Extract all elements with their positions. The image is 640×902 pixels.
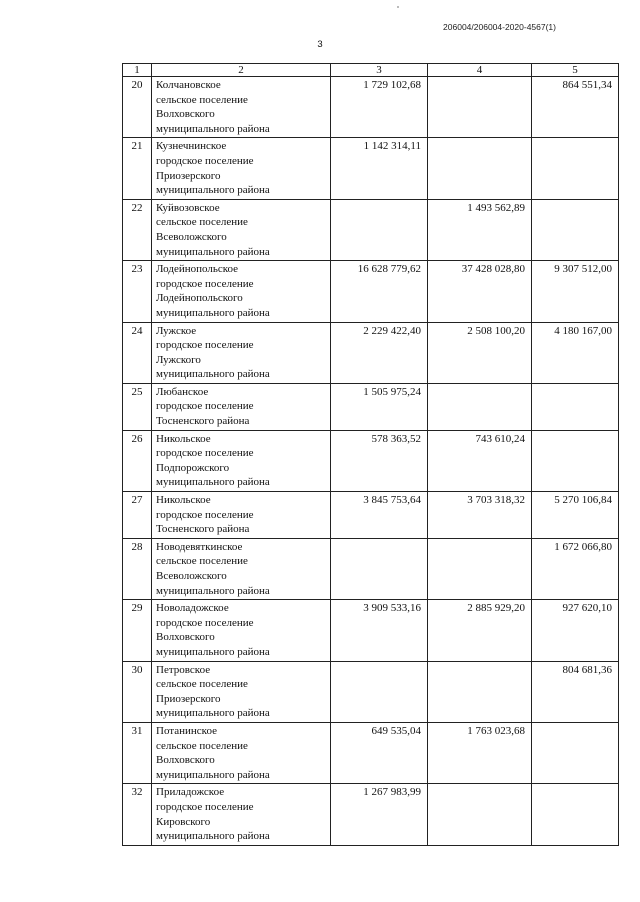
- settlement-name-line: городское поселение: [156, 277, 254, 290]
- amount-c5: 1 672 066,80: [532, 538, 619, 599]
- document-id: 206004/206004-2020-4567(1): [443, 22, 556, 32]
- table-row: [123, 492, 619, 539]
- settlement-name: [152, 199, 331, 260]
- amount-c5: [532, 199, 619, 260]
- settlement-name-line: муниципального района: [156, 476, 270, 489]
- settlement-name-line: городское поселение: [156, 616, 254, 629]
- row-number: 32: [123, 784, 152, 845]
- row-number: 29: [123, 600, 152, 661]
- settlement-name-line: сельское поселение: [156, 93, 248, 106]
- settlement-name: [152, 138, 331, 199]
- settlement-name-line: Лужское: [156, 324, 197, 337]
- settlement-name-line: Любанское: [156, 385, 209, 398]
- settlement-name-line: муниципального района: [156, 830, 270, 843]
- settlement-name-line: городское поселение: [156, 800, 254, 813]
- settlement-name-line: муниципального района: [156, 707, 270, 720]
- settlement-name-line: муниципального района: [156, 768, 270, 781]
- amount-c4: [428, 383, 532, 430]
- settlement-name-line: муниципального района: [156, 245, 270, 258]
- settlement-name-line: Потанинское: [156, 724, 217, 737]
- table-row: [123, 600, 619, 661]
- settlement-name-line: Кузнечнинское: [156, 140, 227, 153]
- column-header: 2: [152, 64, 331, 77]
- amount-c3: 1 729 102,68: [331, 77, 428, 138]
- table-row: [123, 538, 619, 599]
- settlement-name-line: сельское поселение: [156, 739, 248, 752]
- settlement-name-line: городское поселение: [156, 339, 254, 352]
- settlement-name-line: Волховского: [156, 754, 215, 767]
- table-row: [123, 722, 619, 783]
- settlement-name: [152, 784, 331, 845]
- amount-c3: 3 909 533,16: [331, 600, 428, 661]
- settlement-name: [152, 261, 331, 322]
- table-row: [123, 383, 619, 430]
- amount-c3: 578 363,52: [331, 430, 428, 491]
- settlement-name-line: городское поселение: [156, 447, 254, 460]
- amount-c3: 1 142 314,11: [331, 138, 428, 199]
- amount-c4: [428, 138, 532, 199]
- amount-c5: [532, 430, 619, 491]
- row-number: 26: [123, 430, 152, 491]
- amount-c4: [428, 784, 532, 845]
- settlement-name: [152, 538, 331, 599]
- settlement-name-line: муниципального района: [156, 184, 270, 197]
- settlement-name-line: Колчановское: [156, 79, 221, 91]
- table-row: [123, 661, 619, 722]
- settlement-name: [152, 77, 331, 138]
- amount-c3: 16 628 779,62: [331, 261, 428, 322]
- settlement-name-line: муниципального района: [156, 645, 270, 658]
- settlement-name-line: Петровское: [156, 663, 211, 676]
- settlement-name-line: Приозерского: [156, 169, 221, 182]
- settlement-name-line: муниципального района: [156, 584, 270, 597]
- column-header: 4: [428, 64, 532, 77]
- row-number: 22: [123, 199, 152, 260]
- table-row: [123, 322, 619, 383]
- settlement-name-line: Лодейнопольское: [156, 263, 239, 276]
- settlement-name: [152, 661, 331, 722]
- column-header: 3: [331, 64, 428, 77]
- scan-speck: [397, 6, 399, 8]
- table-row: [123, 430, 619, 491]
- settlement-name: [152, 600, 331, 661]
- amount-c3: [331, 199, 428, 260]
- row-number: 28: [123, 538, 152, 599]
- settlement-name: [152, 430, 331, 491]
- settlement-name-line: Новодевяткинское: [156, 540, 243, 553]
- settlement-name-line: Волховского: [156, 108, 215, 121]
- settlement-name-line: сельское поселение: [156, 555, 248, 568]
- amount-c4: 1 763 023,68: [428, 722, 532, 783]
- settlement-name-line: Никольское: [156, 494, 211, 507]
- amount-c5: 4 180 167,00: [532, 322, 619, 383]
- settlement-name-line: Кировского: [156, 815, 211, 828]
- row-number: 30: [123, 661, 152, 722]
- amount-c5: 864 551,34: [532, 77, 619, 138]
- settlement-name-line: городское поселение: [156, 508, 254, 521]
- settlement-name-line: Никольское: [156, 432, 211, 445]
- table-header-row: [123, 64, 619, 77]
- row-number: 27: [123, 492, 152, 539]
- settlement-name-line: Лодейнопольского: [156, 292, 243, 305]
- amount-c5: [532, 383, 619, 430]
- table-row: [123, 138, 619, 199]
- amount-c5: [532, 784, 619, 845]
- amount-c4: 3 703 318,32: [428, 492, 532, 539]
- settlement-name-line: Куйвозовское: [156, 201, 220, 214]
- settlement-name-line: муниципального района: [156, 306, 270, 319]
- row-number: 24: [123, 322, 152, 383]
- row-number: 31: [123, 722, 152, 783]
- settlement-name-line: Всеволожского: [156, 230, 227, 243]
- amount-c4: 2 508 100,20: [428, 322, 532, 383]
- settlement-name-line: Тосненского района: [156, 415, 250, 428]
- column-header: 5: [532, 64, 619, 77]
- amount-c5: 804 681,36: [532, 661, 619, 722]
- row-number: 20: [123, 77, 152, 138]
- amount-c5: [532, 138, 619, 199]
- settlement-name-line: муниципального района: [156, 122, 270, 135]
- settlement-name-line: Лужского: [156, 353, 201, 366]
- settlement-name: [152, 492, 331, 539]
- settlement-name-line: сельское поселение: [156, 216, 248, 229]
- row-number: 23: [123, 261, 152, 322]
- amount-c3: [331, 538, 428, 599]
- table-row: [123, 784, 619, 845]
- amount-c3: 649 535,04: [331, 722, 428, 783]
- settlement-name-line: Волховского: [156, 631, 215, 644]
- row-number: 25: [123, 383, 152, 430]
- amount-c4: 37 428 028,80: [428, 261, 532, 322]
- settlement-name: [152, 383, 331, 430]
- amount-c4: [428, 538, 532, 599]
- amount-c5: 5 270 106,84: [532, 492, 619, 539]
- table-row: [123, 199, 619, 260]
- settlement-name-line: сельское поселение: [156, 678, 248, 691]
- amount-c3: 1 267 983,99: [331, 784, 428, 845]
- amount-c3: 3 845 753,64: [331, 492, 428, 539]
- table-row: [123, 261, 619, 322]
- amount-c4: 2 885 929,20: [428, 600, 532, 661]
- settlement-name: [152, 722, 331, 783]
- page-number: 3: [317, 39, 323, 50]
- amount-c5: [532, 722, 619, 783]
- settlement-name-line: Новоладожское: [156, 602, 229, 615]
- amount-c3: [331, 661, 428, 722]
- settlement-name-line: Приладожское: [156, 786, 225, 799]
- amount-c4: 743 610,24: [428, 430, 532, 491]
- settlement-name-line: Тосненского района: [156, 523, 250, 536]
- settlement-name-line: городское поселение: [156, 154, 254, 167]
- settlement-name-line: городское поселение: [156, 400, 254, 413]
- amount-c4: 1 493 562,89: [428, 199, 532, 260]
- table-row: [123, 77, 619, 138]
- settlement-name-line: Всеволожского: [156, 570, 227, 582]
- column-header: 1: [123, 64, 152, 77]
- data-table: [122, 63, 619, 846]
- settlement-name-line: муниципального района: [156, 368, 270, 381]
- settlement-name-line: Подпорожского: [156, 461, 230, 474]
- amount-c4: [428, 661, 532, 722]
- settlement-name: [152, 322, 331, 383]
- amount-c4: [428, 77, 532, 138]
- amount-c3: 1 505 975,24: [331, 383, 428, 430]
- amount-c5: 9 307 512,00: [532, 261, 619, 322]
- row-number: 21: [123, 138, 152, 199]
- amount-c3: 2 229 422,40: [331, 322, 428, 383]
- settlement-name-line: Приозерского: [156, 692, 221, 705]
- amount-c5: 927 620,10: [532, 600, 619, 661]
